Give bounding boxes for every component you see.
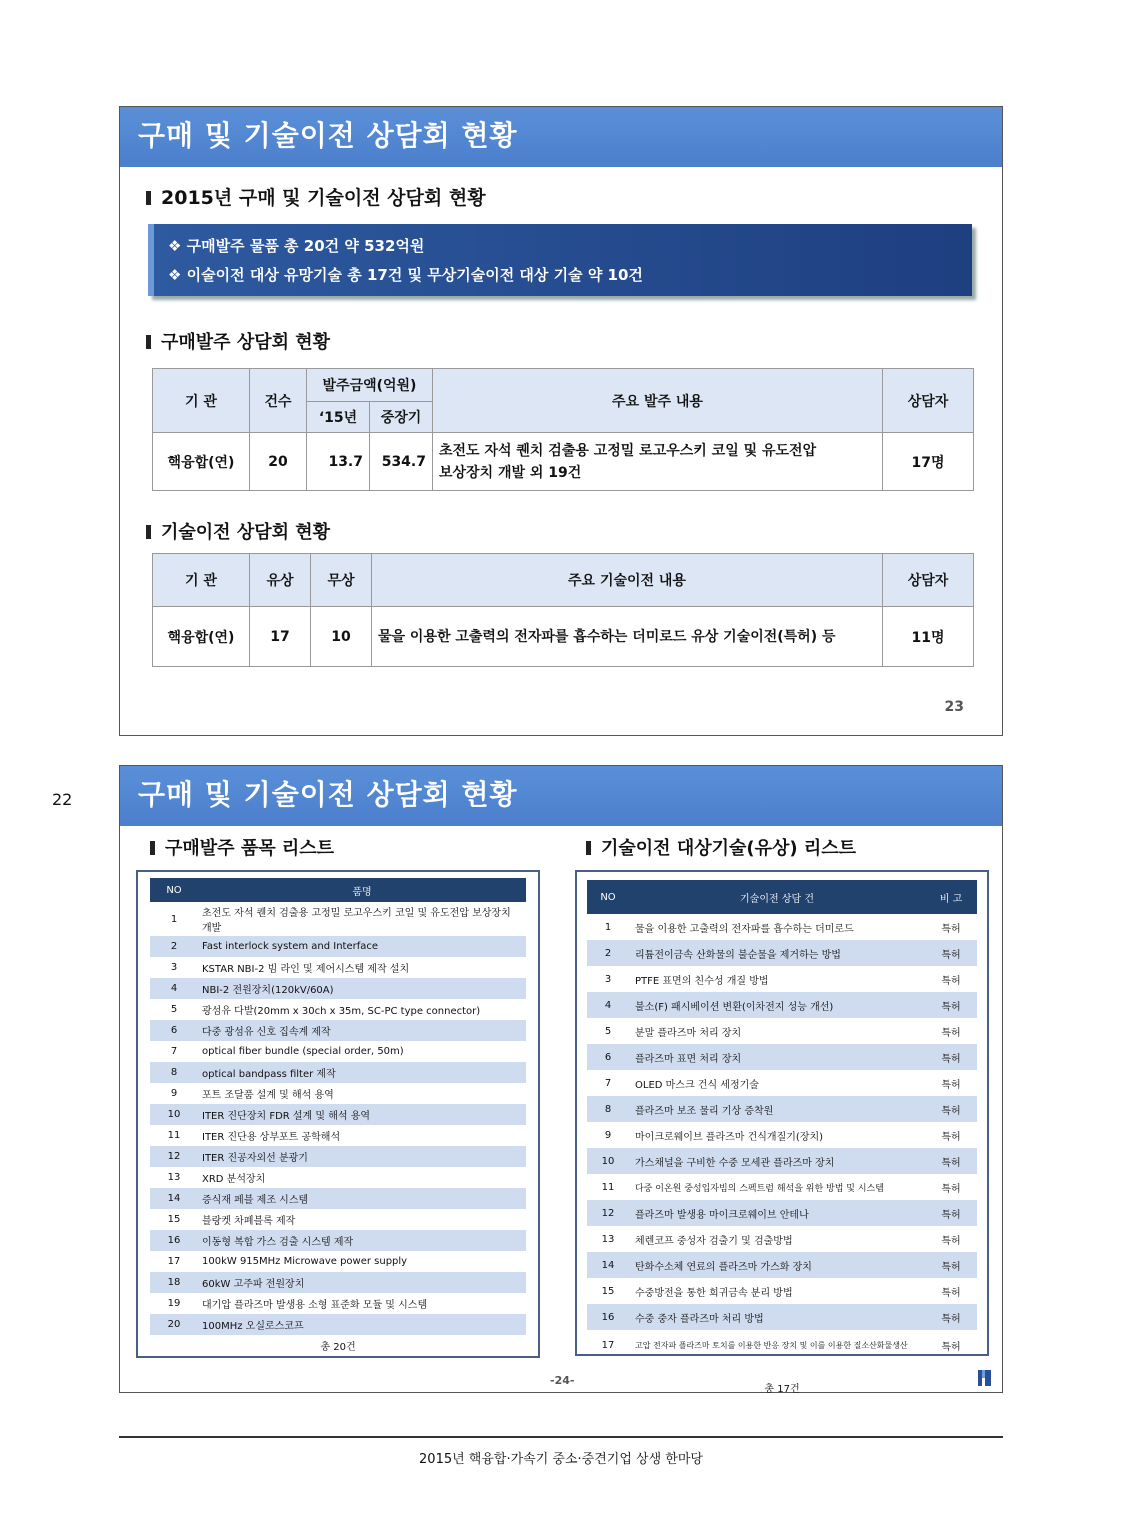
item-name: OLED 마스크 건식 세정기술 (635, 1079, 759, 1091)
item-note: 특허 (941, 1287, 961, 1299)
item-no: 13 (167, 1172, 181, 1183)
item-name: NBI-2 전원장치(120kV/60A) (198, 978, 526, 999)
item-name: 리튬전이금속 산화물의 불순물을 제거하는 방법 (629, 940, 925, 966)
item-no: 3 (604, 973, 612, 985)
list-item (150, 1188, 526, 1209)
item-no: 7 (170, 1046, 178, 1057)
right-list-heading: 기술이전 대상기술(유상) 리스트 (586, 834, 856, 860)
item-no: 9 (170, 1088, 178, 1099)
slide-top (119, 106, 1003, 736)
bullet-bar-icon (146, 191, 151, 205)
item-no: 15 (601, 1285, 615, 1297)
item-note: 특허 (925, 1200, 977, 1226)
list-item (587, 992, 977, 1018)
item-no: 18 (150, 1272, 198, 1293)
item-no: 9 (604, 1129, 612, 1141)
list-item (587, 1200, 977, 1226)
item-no: 8 (587, 1096, 629, 1122)
item-name: 포트 조달품 설계 및 해석 용역 (202, 1090, 334, 1101)
slide-title: 구매 및 기술이전 상담회 현황 (120, 107, 1002, 167)
item-note: 특허 (925, 940, 977, 966)
th-note: 비 고 (925, 880, 977, 914)
item-no: 1 (170, 913, 178, 925)
list-item (150, 978, 526, 999)
td-people: 11명 (883, 607, 974, 667)
item-no: 13 (601, 1233, 615, 1245)
item-no: 6 (150, 1020, 198, 1041)
item-no: 10 (587, 1148, 629, 1174)
item-no: 16 (587, 1304, 629, 1330)
item-note: 특허 (925, 1148, 977, 1174)
item-name: 100kW 915MHz Microwave power supply (202, 1256, 408, 1267)
list-item (150, 1293, 526, 1314)
td-y15: 13.7 (307, 433, 370, 491)
page-number: 23 (944, 699, 964, 715)
left-total: 총 20건 (320, 1342, 356, 1353)
tech-heading: 기술이전 상담회 현황 (146, 518, 330, 544)
item-note: 특허 (925, 1044, 977, 1070)
th-org: 기 관 (153, 554, 250, 607)
right-total: 총 17건 (764, 1384, 800, 1395)
list-item (587, 1148, 977, 1174)
item-note: 특허 (925, 1252, 977, 1278)
item-note: 특허 (941, 975, 961, 987)
logo-icon (978, 1370, 992, 1386)
item-no: 17 (167, 1256, 181, 1267)
item-no: 12 (587, 1200, 629, 1226)
item-name: optical fiber bundle (special order, 50m) (202, 1046, 404, 1057)
th-paid: 유상 (250, 554, 311, 607)
th-content: 주요 발주 내용 (433, 369, 883, 433)
side-page-number: 22 (52, 790, 73, 809)
item-name: XRD 분석장치 (202, 1174, 266, 1185)
bullet-bar-icon (146, 335, 151, 349)
item-note: 특허 (925, 1304, 977, 1330)
item-no: 10 (150, 1104, 198, 1125)
list-item (150, 1104, 526, 1125)
item-no: 11 (601, 1181, 615, 1193)
th-count: 건수 (250, 369, 307, 433)
list-item (587, 940, 977, 966)
item-no: 2 (150, 936, 198, 957)
list-item (150, 1041, 526, 1062)
list-item (587, 1122, 977, 1148)
item-name: 마이크로웨이브 플라즈마 건식개질기(장치) (635, 1131, 824, 1143)
left-list-box (136, 870, 540, 1358)
item-note: 특허 (941, 1131, 961, 1143)
summary-line-1: ❖ 구매발주 물품 총 20건 약 532억원 (168, 237, 425, 255)
item-name: 수중방전을 통한 희귀금속 분리 방법 (635, 1287, 793, 1299)
th-free: 무상 (311, 554, 372, 607)
slide-title: 구매 및 기술이전 상담회 현황 (120, 766, 1002, 826)
purchase-heading: 구매발주 상담회 현황 (146, 328, 330, 354)
item-no: 4 (587, 992, 629, 1018)
list-item (587, 1330, 977, 1360)
item-name: 플라즈마 보조 물리 기상 증착원 (629, 1096, 925, 1122)
item-name: 플라즈마 발생용 마이크로웨이브 안테나 (629, 1200, 925, 1226)
td-content: 초전도 자석 퀜치 검출용 고정밀 로고우스키 코일 및 유도전압 보상장치 개발 외 19건 (433, 433, 883, 491)
item-name: 탄화수소체 연료의 플라즈마 가스화 장치 (629, 1252, 925, 1278)
list-item (587, 914, 977, 940)
item-note: 특허 (925, 1096, 977, 1122)
td-free: 10 (311, 607, 372, 667)
th-item: 기술이전 상담 건 (629, 880, 925, 914)
item-name: 물을 이용한 고출력의 전자파를 흡수하는 더미로드 (635, 923, 854, 935)
item-no: 11 (167, 1130, 181, 1141)
item-name: 60kW 고주파 전원장치 (198, 1272, 526, 1293)
item-name: ITER 진공자외선 분광기 (198, 1146, 526, 1167)
item-no: 5 (170, 1004, 178, 1015)
item-note: 특허 (941, 923, 961, 935)
item-no: 1 (604, 921, 612, 933)
td-org: 핵융합(연) (153, 607, 250, 667)
th-no: NO (587, 880, 629, 914)
item-no: 15 (167, 1214, 181, 1225)
th-item: 품명 (198, 878, 526, 902)
th-org: 기 관 (153, 369, 250, 433)
th-people: 상담자 (883, 554, 974, 607)
item-name: 가스채널을 구비한 수중 모세관 플라즈마 장치 (629, 1148, 925, 1174)
td-content: 물을 이용한 고출력의 전자파를 흡수하는 더미로드 유상 기술이전(특허) 등 (372, 607, 883, 667)
item-name: optical bandpass filter 제작 (198, 1062, 526, 1083)
th-people: 상담자 (883, 369, 974, 433)
list-item (587, 1174, 977, 1200)
td-people: 17명 (883, 433, 974, 491)
item-no: 19 (167, 1298, 181, 1309)
item-no: 14 (587, 1252, 629, 1278)
item-name: 블랑켓 차폐블록 제작 (202, 1216, 296, 1227)
item-name: 광섬유 다발(20mm x 30ch x 35m, SC-PC type connector) (202, 1006, 481, 1017)
td-count: 20 (250, 433, 307, 491)
list-item (587, 1070, 977, 1096)
list-item (587, 1278, 977, 1304)
list-item (587, 1304, 977, 1330)
list-item (150, 1272, 526, 1293)
list-item (150, 1167, 526, 1188)
bullet-bar-icon (150, 841, 155, 855)
summary-box (148, 224, 972, 296)
item-name: 불소(F) 패시베이션 변환(이차전지 성능 개선) (629, 992, 925, 1018)
list-item (150, 1146, 526, 1167)
item-name: Fast interlock system and Interface (198, 936, 526, 957)
list-item (150, 1209, 526, 1230)
tech-table (152, 553, 974, 667)
list-item (150, 1230, 526, 1251)
item-name: PTFE 표면의 친수성 개질 방법 (635, 975, 769, 987)
list-item (150, 999, 526, 1020)
list-item (150, 1125, 526, 1146)
bullet-bar-icon (586, 841, 591, 855)
th-y15: ‘15년 (307, 402, 370, 433)
section-main-heading: 2015년 구매 및 기술이전 상담회 현황 (146, 183, 486, 210)
item-name: ITER 진단장치 FDR 설계 및 해석 용역 (198, 1104, 526, 1125)
list-item (150, 1083, 526, 1104)
item-name: ITER 진단용 상부포트 공학해석 (202, 1132, 341, 1143)
item-note: 특허 (941, 1027, 961, 1039)
item-note: 특허 (925, 992, 977, 1018)
item-no: 5 (604, 1025, 612, 1037)
td-paid: 17 (250, 607, 311, 667)
item-no: 8 (150, 1062, 198, 1083)
list-item (150, 1062, 526, 1083)
list-item (150, 1020, 526, 1041)
item-note: 특허 (941, 1341, 961, 1353)
th-amount: 발주금액(억원) (307, 369, 433, 402)
item-no: 12 (150, 1146, 198, 1167)
item-no: 16 (150, 1230, 198, 1251)
item-note: 특허 (941, 1079, 961, 1091)
page-number: -24- (550, 1374, 575, 1387)
list-item (587, 1252, 977, 1278)
footer-text: 2015년 핵융합·가속기 중소·중견기업 상생 한마당 (419, 1452, 703, 1467)
item-no: 7 (604, 1077, 612, 1089)
item-name: 분말 플라즈마 처리 장치 (635, 1027, 742, 1039)
item-name: 체렌코프 중성자 검출기 및 검출방법 (635, 1235, 793, 1247)
tech-item-table (587, 880, 977, 1360)
list-item (150, 957, 526, 978)
left-list-heading: 구매발주 품목 리스트 (150, 834, 334, 860)
th-mid: 중장기 (370, 402, 433, 433)
th-content: 주요 기술이전 내용 (372, 554, 883, 607)
list-item (587, 1044, 977, 1070)
right-list-box (575, 870, 989, 1395)
purchase-item-table (150, 878, 526, 1335)
td-mid: 534.7 (370, 433, 433, 491)
item-name: 고압 전자파 플라즈마 토치를 이용한 반응 장치 및 이를 이용한 질소산화물생산 (635, 1340, 908, 1350)
list-item (587, 1018, 977, 1044)
list-item (587, 966, 977, 992)
item-no: 6 (587, 1044, 629, 1070)
list-item (587, 1226, 977, 1252)
list-item (150, 1251, 526, 1272)
list-item (150, 1314, 526, 1335)
item-name: 100MHz 오실로스코프 (198, 1314, 526, 1335)
item-name: 다중 광섬유 신호 집속계 제작 (198, 1020, 526, 1041)
item-name: 수중 중자 플라즈마 처리 방법 (629, 1304, 925, 1330)
item-no: 14 (150, 1188, 198, 1209)
slide-bottom (119, 765, 1003, 1393)
item-name: 대기압 플라즈마 발생용 소형 표준화 모듈 및 시스템 (202, 1300, 428, 1311)
list-item (150, 936, 526, 957)
item-name: 증식재 페블 제조 시스템 (198, 1188, 526, 1209)
item-no: 4 (150, 978, 198, 999)
item-name: 다중 이온원 중성입자빔의 스펙트럼 해석을 위한 방법 및 시스템 (635, 1183, 884, 1194)
summary-line-2: ❖ 이술이전 대상 유망기술 총 17건 및 무상기술이전 대상 기술 약 10건 (168, 266, 643, 284)
item-name: 초전도 자석 퀜치 검출용 고정밀 로고우스키 코일 및 유도전압 보상장치 개발 (202, 908, 511, 934)
item-name: 이동형 복합 가스 검출 시스템 제작 (198, 1230, 526, 1251)
purchase-table (152, 368, 974, 491)
footer-rule (119, 1436, 1003, 1438)
th-no: NO (150, 878, 198, 902)
td-org: 핵융합(연) (153, 433, 250, 491)
list-item (150, 902, 526, 936)
item-note: 특허 (941, 1183, 961, 1195)
item-name: 플라즈마 표면 처리 장치 (629, 1044, 925, 1070)
list-item (587, 1096, 977, 1122)
item-no: 3 (170, 962, 178, 973)
item-no: 20 (150, 1314, 198, 1335)
item-no: 17 (601, 1339, 615, 1351)
bullet-bar-icon (146, 525, 151, 539)
item-note: 특허 (941, 1235, 961, 1247)
item-name: KSTAR NBI-2 빔 라인 및 제어시스템 제작 설치 (202, 964, 410, 975)
item-no: 2 (587, 940, 629, 966)
